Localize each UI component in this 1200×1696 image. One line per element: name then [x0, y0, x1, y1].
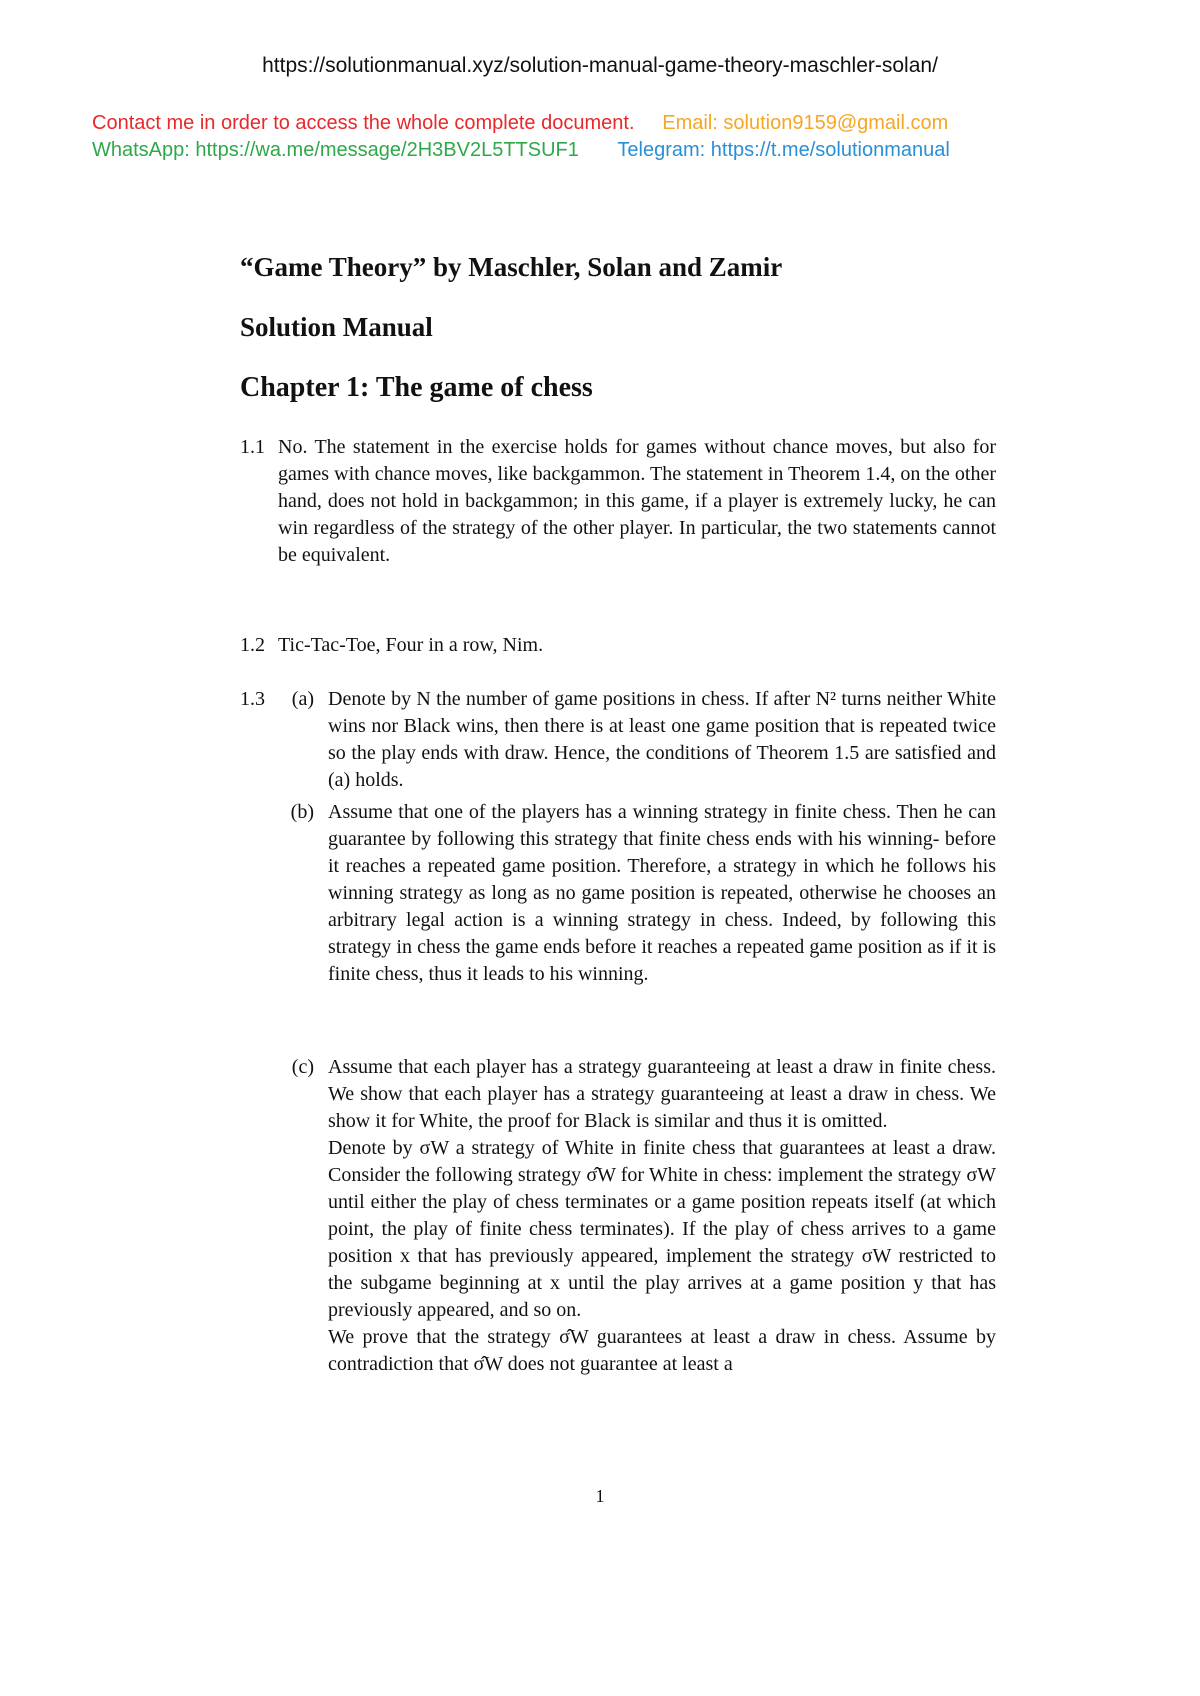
part-c — [278, 1054, 996, 1378]
email-link[interactable]: Email: solution9159@gmail.com — [662, 112, 949, 134]
part-content — [328, 686, 996, 794]
part-b — [278, 799, 996, 988]
paragraph: Denote by σW a strategy of White in finite chess that guarantees at least a draw. Consider the following strategy σ̂W for White in chess: implement the strategy σW until either the play of chess terminates or a game position repeats itself (at which point, the play of finite chess terminates). If the play of chess arrives to a game position x that has previously appeared, implement the strategy σW restricted to the subgame beginning at x until the play arrives at a game position y that has previously appeared, and so on. — [328, 1137, 996, 1321]
exercise-answer: No. The statement in the exercise holds for games without chance moves, but also for games with chance moves, like backgammon. The statement in Theorem 1.4, on the other hand, does not hold in backgammon; in this game, if a player is extremely lucky, he can win regardless of the strategy of the other player. In particular, the two statements cannot be equivalent. — [278, 436, 996, 566]
exercise-1-1 — [240, 434, 996, 569]
part-label: (b) — [290, 801, 314, 823]
source-url[interactable]: https://solutionmanual.xyz/solution-manual-game-theory-maschler-solan/ — [262, 54, 938, 77]
paragraph: We prove that the strategy σ̂W guarantees at least a draw in chess. Assume by contradiction that σ̂W does not guarantee at least a — [328, 1326, 996, 1375]
exercise-number: 1.2 — [240, 634, 265, 656]
part-content — [328, 1054, 996, 1378]
whatsapp-link[interactable]: WhatsApp: https://wa.me/message/2H3BV2L5TTSUF1 — [92, 139, 579, 161]
exercise-1-2 — [240, 632, 996, 659]
part-label: (a) — [291, 688, 314, 710]
contact-notice: Contact me in order to access the whole complete document. — [92, 112, 635, 134]
exercise-number: 1.1 — [240, 436, 265, 458]
page-number: 1 — [595, 1486, 605, 1506]
manual-subtitle: Solution Manual — [240, 312, 433, 342]
paragraph: Assume that each player has a strategy guaranteeing at least a draw in finite chess. We show that each player has a strategy guaranteeing at least a draw in chess. We show it for White, the proof for Black is similar and thus it is omitted. — [328, 1056, 996, 1132]
paragraph: Assume that one of the players has a winning strategy in finite chess. Then he can guarantee by following this strategy that finite chess ends with his winning- before it reaches a repeated game position. Therefore, a strategy in which he follows his winning strategy as long as no game position is repeated, otherwise he chooses an arbitrary legal action is a winning strategy in chess. Indeed, by following this strategy in chess the game ends before it reaches a repeated game position as if it is finite chess, thus it leads to his winning. — [328, 801, 996, 985]
exercise-number: 1.3 — [240, 688, 265, 710]
contact-line-1 — [92, 112, 1122, 135]
paragraph: Denote by N the number of game positions in chess. If after N² turns neither White wins nor Black wins, then there is at least one game position that is repeated twice so the play ends with draw. Hence, the conditions of Theorem 1.5 are satisfied and (a) holds. — [328, 688, 996, 791]
part-label: (c) — [291, 1056, 314, 1078]
part-a — [278, 686, 996, 794]
part-content — [328, 799, 996, 988]
exercise-answer: Tic-Tac-Toe, Four in a row, Nim. — [278, 634, 544, 656]
book-title: “Game Theory” by Maschler, Solan and Zamir — [240, 252, 783, 282]
chapter-heading: Chapter 1: The game of chess — [240, 372, 593, 403]
contact-line-2 — [92, 139, 1122, 162]
telegram-link[interactable]: Telegram: https://t.me/solutionmanual — [617, 139, 950, 161]
